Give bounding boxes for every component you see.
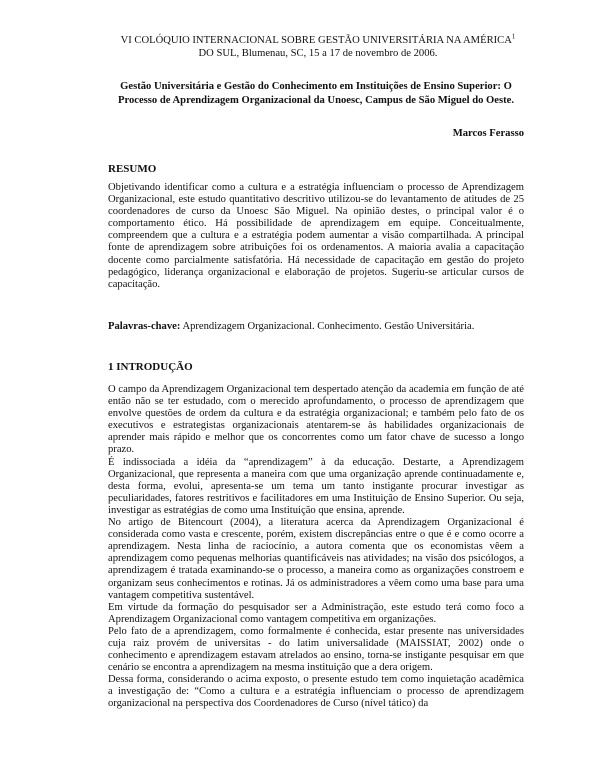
intro-paragraph: O campo da Aprendizagem Organizacional tem despertado atenção da academia em função de até então não se ter estudado, com o merecido aprofundamento, o processo de aprendizagem que envolve questões de ordem da cultura e da estratégia organizacional; e também pelo fato de os executivos e estrategistas organizacionais atentarem-se às habilidades organizacionais de aprender mais rápido e melhor que os concorrentes como um fator chave de sucesso a longo prazo. [108, 384, 524, 456]
intro-paragraph: No artigo de Bitencourt (2004), a literatura acerca da Aprendizagem Organizacional é considerada como vasta e crescente, porém, existem discrepâncias entre o que é e como ocorre a aprendizagem. Nesta linha de raciocínio, a autora comenta que os economistas vêem a aprendizagem como pequenas melhorias quantificáveis nas atividades; na visão dos psicólogos, a aprendizagem é tratada examinando-se o processo, a maneira como as organizações constroem e organizam seus conhecimentos e rotinas. Já os administradores a vêem como uma base para uma vantagem competitiva sustentável. [108, 517, 524, 601]
keywords-text: Aprendizagem Organizacional. Conhecimento. Gestão Universitária. [182, 321, 475, 332]
intro-paragraph: Em virtude da formação do pesquisador ser a Administração, este estudo terá como foco a Aprendizagem Organizacional como vantagem competitiva em organizações. [108, 601, 524, 625]
paper-title: Gestão Universitária e Gestão do Conhecimento em Instituições de Ensino Superior: O Processo de Aprendizagem Organizacional da Unoesc, Campus de São Miguel do Oeste. [118, 81, 514, 106]
header-line-2: DO SUL, Blumenau, SC, 15 a 17 de novembro de 2006. [198, 48, 438, 59]
author-name: Marcos Ferasso [452, 128, 524, 139]
abstract-text [108, 182, 524, 291]
keywords [108, 321, 524, 332]
intro-heading: 1 INTRODUÇÃO [108, 361, 193, 373]
abstract-paragraph: Objetivando identificar como a cultura e a estratégia influenciam o processo de Aprendizagem Organizacional, este estudo quantitativo descritivo utilizou-se do levantamento de atitudes de 25 coordenadores de curso da Unoesc São Miguel. Na opinião destes, o principal valor é o comportamento ético. Há possibilidade de aprendizagem em equipe. Conceitualmente, compreendem que a cultura e a estratégia podem aumentar a visão compartilhada. A principal fonte de aprendizagem sobre atribuições foi os ordenamentos. A maioria avalia a capacitação docente como parcialmente satisfatória. Há necessidade de capacitação em gestão do projeto pedagógico, liderança organizacional e elaboração de projetos. Sugeriu-se articular cursos de capacitação. [108, 182, 524, 290]
abstract-heading: RESUMO [108, 163, 157, 175]
intro-paragraph: É indissociada a idéia da “aprendizagem” à da educação. Destarte, a Aprendizagem Organizacional, que representa a maneira com que uma organização aprende continuadamente e, desta forma, evolui, apresenta-se um tema um tanto instigante procurar investigar as peculiaridades, fatores restritivos e facilitadores em uma Instituição de Ensino Superior. Ou seja, investigar as estratégias de como uma Instituição que ensina, aprende. [108, 456, 524, 516]
intro-paragraph: Dessa forma, considerando o acima exposto, o presente estudo tem como inquietação acadêmica a investigação de: “Como a cultura e a estratégia influenciam o processo de aprendizagem organizacional na perspectiva dos Coordenadores de Curso (nível tático) da [108, 674, 524, 710]
keywords-label: Palavras-chave: [108, 321, 181, 332]
intro-body [108, 384, 524, 711]
intro-paragraph: Pelo fato de a aprendizagem, como formalmente é conhecida, estar presente nas universidades cuja raiz provém de universitas - do latim universalidade (MAISSIAT, 2002) onde o conhecimento e aprendizagem estavam atrelados ao ensino, torna-se instigante pesquisar em que cenário se encontra a aprendizagem na mesma instituição que a dera origem. [108, 625, 524, 674]
header-line-1: VI COLÓQUIO INTERNACIONAL SOBRE GESTÃO UNIVERSITÁRIA NA AMÉRICA [120, 35, 512, 46]
conference-header [108, 34, 528, 60]
footnote-mark: 1 [511, 32, 516, 41]
